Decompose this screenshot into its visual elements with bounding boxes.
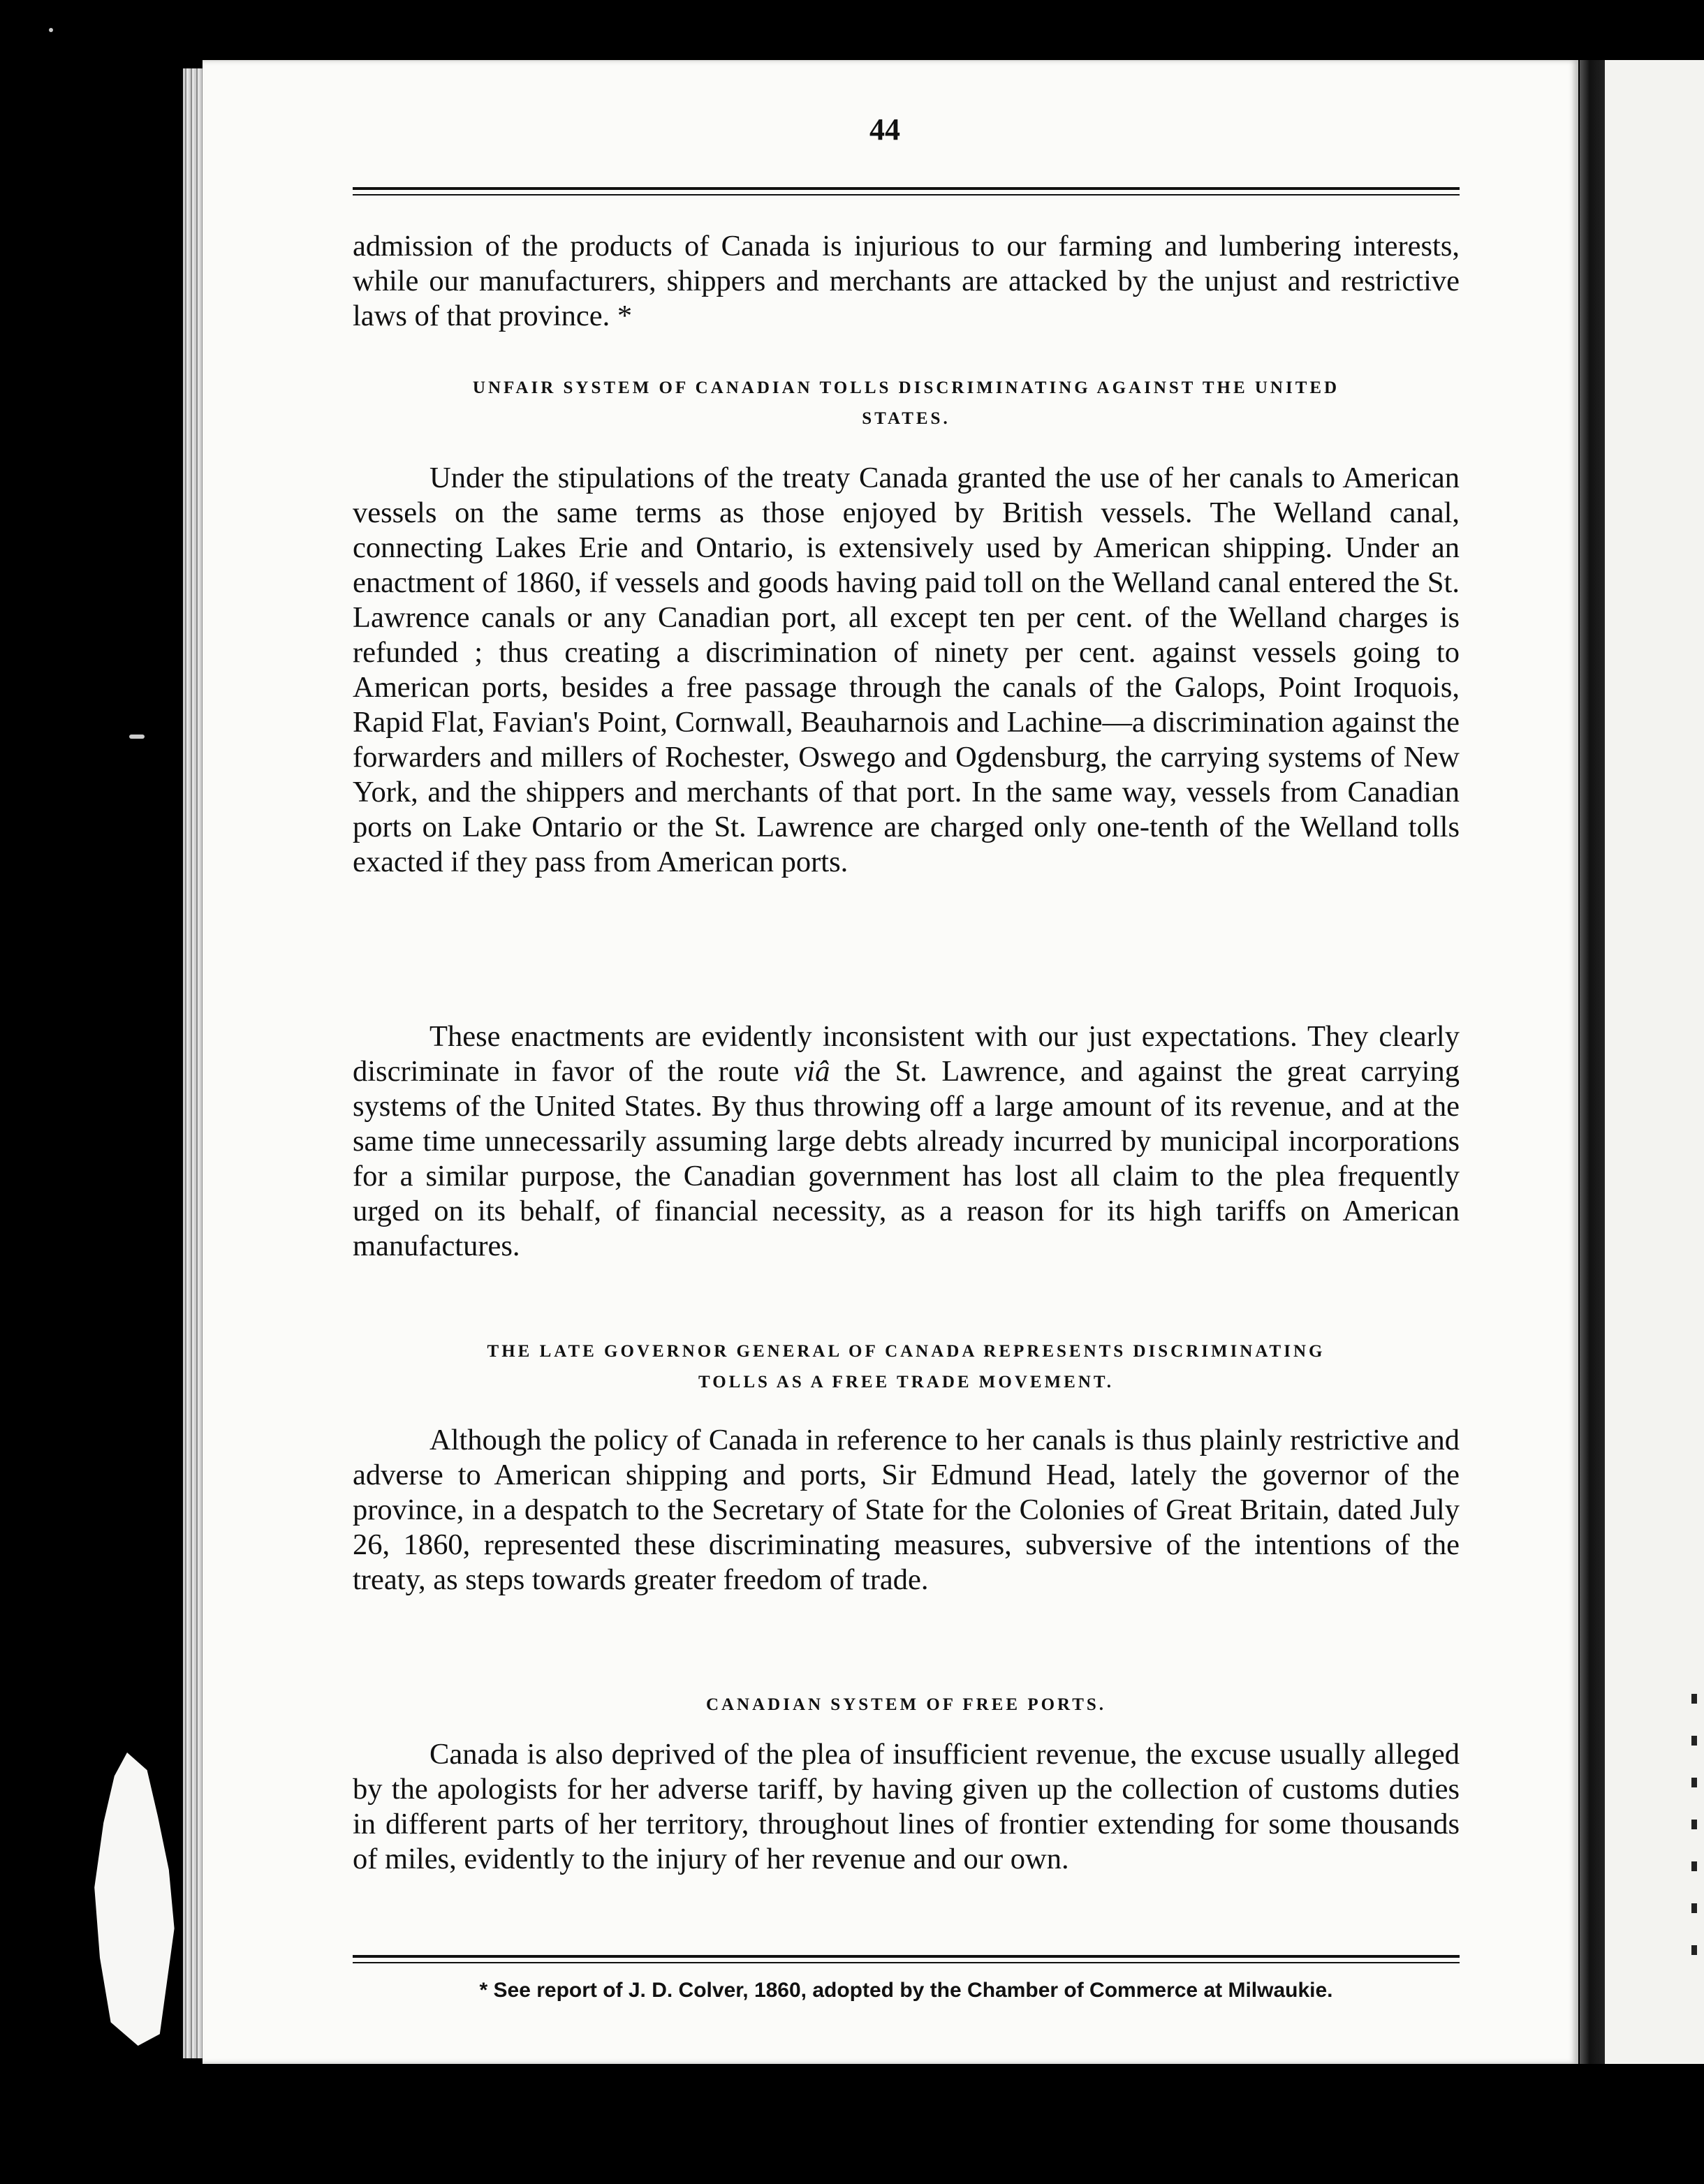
page-number: 44 <box>869 112 900 147</box>
dust-speck <box>49 28 53 32</box>
paragraph-continuation: admission of the products of Canada is injurious to our farming and lumbering interests, while our manufacturers, shippers and merchants are attacked by the unjust and restrictive laws of that province. * <box>353 230 1460 332</box>
dust-speck <box>129 735 145 739</box>
page-edges <box>183 68 204 2058</box>
section-heading-tolls: UNFAIR SYSTEM OF CANADIAN TOLLS DISCRIMINATING AGAINST THE UNITED STATES. <box>472 378 1340 428</box>
paragraph-governor: Although the policy of Canada in reference to her canals is thus plainly restrictive and adverse to American shipping and ports, Sir Edmund Head, lately the governor of the province, in a despatch to the Secretary of State for the Colonies of Great Britain, dated July 26, 1860, represented these discriminating measures, subversive of the intentions of the treaty, as steps towards greater freedom of trade. <box>353 1424 1460 1596</box>
torn-paper-fragment <box>91 1753 182 2046</box>
paragraph-enactments: These enactments are evidently inconsistent with our just expectations. They clearly discriminate in favor of the route viâ the St. Lawrence, and against the great carrying systems of the United States. By thus throwing off a large amount of its revenue, and at the same time unnecessarily assuming large debts already incurred by municipal incorporations for a similar purpose, the Canadian government has lost all claim to the plea frequently urged on its behalf, of financial necessity, as a reason for its high tariffs on American manufactures. <box>353 1020 1460 1262</box>
header-rule <box>353 187 1460 195</box>
paragraph-free-ports: Canada is also deprived of the plea of insufficient revenue, the excuse usually alleged by the apologists for her adverse tariff, by having given up the collection of customs duties in different parts of her territory, throughout lines of frontier extending for some thousands of miles, evidently to the injury of her revenue and our own. <box>353 1738 1460 1875</box>
paragraph-tolls: Under the stipulations of the treaty Canada granted the use of her canals to American vessels on the same terms as those enjoyed by British vessels. The Welland canal, connecting Lakes Erie and Ontario, is extensively used by American shipping. Under an enactment of 1860, if vessels and goods having paid toll on the Welland canal entered the St. Lawrence canals or any Canadian port, all except ten per cent. of the Welland charges is refunded ; thus creating a discrimination of ninety per cent. against vessels going to American ports, besides a free passage through the canals of the Galops, Point Iroquois, Rapid Flat, Favian's Point, Cornwall, Beauharnois and Lachine—a discrimination against the forwarders and millers of Rochester, Oswego and Ogdensburg, the carrying systems of New York, and the shippers and merchants of that port. In the same way, vessels from Canadian ports on Lake Ontario or the St. Lawrence are charged only one-tenth of the Welland tolls exacted if they pass from American ports. <box>353 462 1460 878</box>
facing-page-edge <box>1605 60 1704 2064</box>
book-gutter <box>1580 60 1605 2064</box>
section-heading-free-ports: CANADIAN SYSTEM OF FREE PORTS. <box>705 1695 1107 1714</box>
section-heading-governor: THE LATE GOVERNOR GENERAL OF CANADA REPRESENTS DISCRIMINATING TOLLS AS A FREE TRADE MOVEMENT. <box>487 1342 1325 1392</box>
footnote-rule <box>353 1955 1460 1963</box>
footnote: * See report of J. D. Colver, 1860, adopted by the Chamber of Commerce at Milwaukie. <box>479 1979 1333 2002</box>
